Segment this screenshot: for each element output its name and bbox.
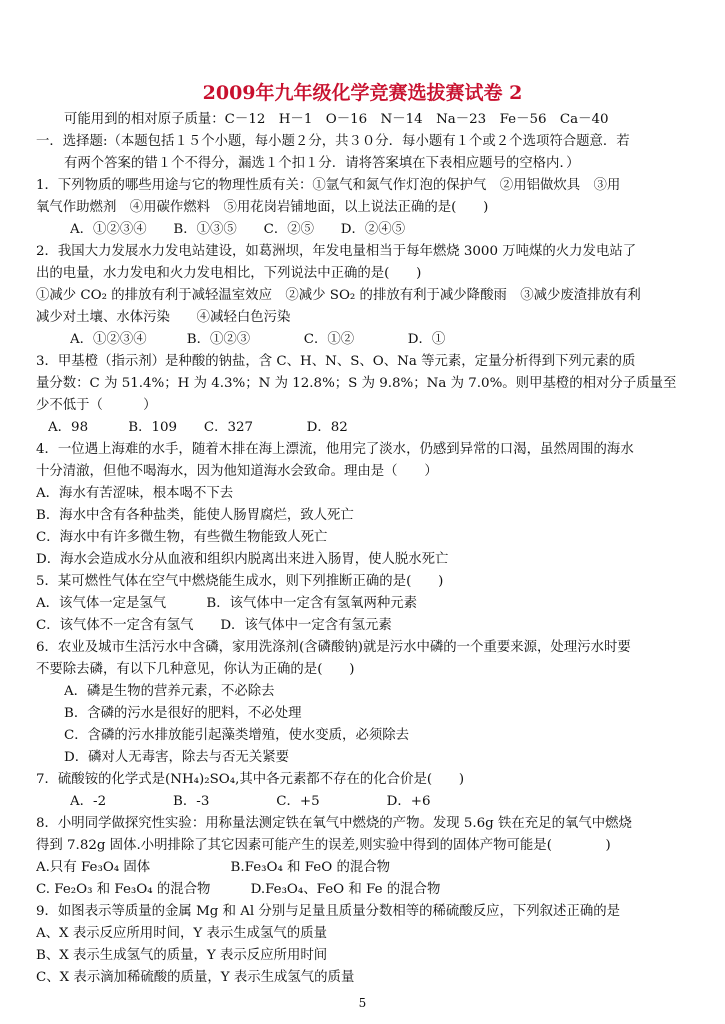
question-1-cont: 氧气作助燃剂 ④用碳作燃料 ⑤用花岗岩铺地面，以上说法正确的是( ): [36, 200, 489, 215]
question-4-option-d: D．海水会造成水分从血液和组织内脱离出来进入肠胃，使人脱水死亡: [36, 552, 449, 567]
question-5: 5．某可燃性气体在空气中燃烧能生成水，则下列推断正确的是( ): [36, 574, 444, 589]
question-5-options-cd: C．该气体不一定含有氢气 D．该气体中一定含有氢元素: [36, 618, 392, 633]
question-3: 3．甲基橙（指示剂）是种酸的钠盐，含 C、H、N、S、O、Na 等元素，定量分析得到下列元素的质: [36, 354, 636, 369]
question-8-cont: 得到 7.82g 固体.小明排除了其它因素可能产生的误差,则实验中得到的固体产物可能是( ): [36, 838, 611, 853]
question-4-cont: 十分清澈，但他不喝海水，因为他知道海水会致命。理由是（ ）: [36, 464, 438, 479]
question-4-option-b: B．海水中含有各种盐类，能使人肠胃腐烂，致人死亡: [36, 508, 354, 523]
question-2-note-1: ①减少 CO₂ 的排放有利于减轻温室效应 ②减少 SO₂ 的排放有利于减少降酸雨 ③减少废渣排放有利: [36, 288, 641, 303]
question-5-options-ab: A．该气体一定是氢气 B．该气体中一定含有氢氧两种元素: [36, 596, 418, 611]
question-7: 7．硫酸铵的化学式是(NH₄)₂SO₄,其中各元素都不存在的化合价是( ): [36, 772, 465, 787]
question-8-options-cd: C. Fe₂O₃ 和 Fe₃O₄ 的混合物 D.Fe₃O₄、FeO 和 Fe 的混合物: [36, 882, 441, 897]
question-3-cont: 量分数：C 为 51.4%；H 为 4.3%；N 为 12.8%；S 为 9.8%；Na 为 7.0%。则甲基橙的相对分子质量至: [36, 376, 677, 391]
question-4-option-a: A．海水有苦涩味，根本喝不下去: [36, 486, 234, 501]
question-2-cont: 出的电量，水力发电和火力发电相比，下列说法中正确的是( ): [36, 266, 422, 281]
question-6-option-d: D．磷对人无毒害，除去与否无关紧要: [64, 750, 289, 765]
question-1-options: A．①②③④ B．①③⑤ C．②⑤ D．②④⑤: [70, 222, 406, 237]
question-4: 4．一位遇上海难的水手，随着木排在海上漂流，他用完了淡水，仍感到异常的口渴，虽然周围的海水: [36, 442, 634, 457]
atomic-masses: 可能用到的相对原子质量：C－12 H－1 O－16 N－14 Na－23 Fe－56 Ca－40: [64, 112, 609, 127]
page-number: 5: [358, 996, 367, 1010]
question-2-note-2: 减少对土壤、水体污染 ④减轻白色污染: [36, 310, 291, 325]
page-title: 2009年九年级化学竞赛选拔赛试卷 2: [202, 82, 523, 104]
question-9-option-b: B、X 表示生成氢气的质量，Y 表示反应所用时间: [36, 948, 328, 963]
section-heading: 一．选择题:（本题包括１５个小题，每小题２分，共３０分．每小题有１个或２个选项符合题意．若: [36, 134, 630, 149]
question-6-option-a: A．磷是生物的营养元素，不必除去: [64, 684, 275, 699]
question-7-options: A．-2 B．-3 C．+5 D．+6: [70, 794, 431, 809]
question-6-cont: 不要除去磷，有以下几种意见，你认为正确的是( ): [36, 662, 355, 677]
section-heading-cont: 有两个答案的错１个不得分，漏选１个扣１分．请将答案填在下表相应题号的空格内．）: [64, 156, 580, 171]
question-9-option-c: C、X 表示滴加稀硫酸的质量，Y 表示生成氢气的质量: [36, 970, 355, 985]
question-8: 8．小明同学做探究性实验：用称量法测定铁在氧气中燃烧的产物。发现 5.6g 铁在充足的氧气中燃烧: [36, 816, 632, 831]
question-3-options: A．98 B．109 C．327 D．82: [48, 420, 348, 435]
question-2: 2．我国大力发展水力发电站建设，如葛洲坝，年发电量相当于每年燃烧 3000 万吨煤的火力发电站了: [36, 244, 637, 259]
question-1: 1．下列物质的哪些用途与它的物理性质有关：①氩气和氮气作灯泡的保护气 ②用铝做炊具 ③用: [36, 178, 621, 193]
question-9: 9．如图表示等质量的金属 Mg 和 Al 分别与足量且质量分数相等的稀硫酸反应，下列叙述正确的是: [36, 904, 621, 919]
question-4-option-c: C．海水中有许多微生物，有些微生物能致人死亡: [36, 530, 328, 545]
question-3-cont-2: 少不低于（ ）: [36, 398, 157, 413]
question-6-option-c: C．含磷的污水排放能引起藻类增殖，使水变质，必须除去: [64, 728, 410, 743]
question-2-options: A．①②③④ B．①②③ C．①② D．①: [70, 332, 446, 347]
question-6-option-b: B．含磷的污水是很好的肥料，不必处理: [64, 706, 302, 721]
question-8-options-ab: A.只有 Fe₃O₄ 固体 B.Fe₃O₄ 和 FeO 的混合物: [36, 860, 391, 875]
question-9-option-a: A、X 表示反应所用时间，Y 表示生成氢气的质量: [36, 926, 327, 941]
question-6: 6．农业及城市生活污水中含磷，家用洗涤剂(含磷酸钠)就是污水中磷的一个重要来源，处理污水时要: [36, 640, 631, 655]
